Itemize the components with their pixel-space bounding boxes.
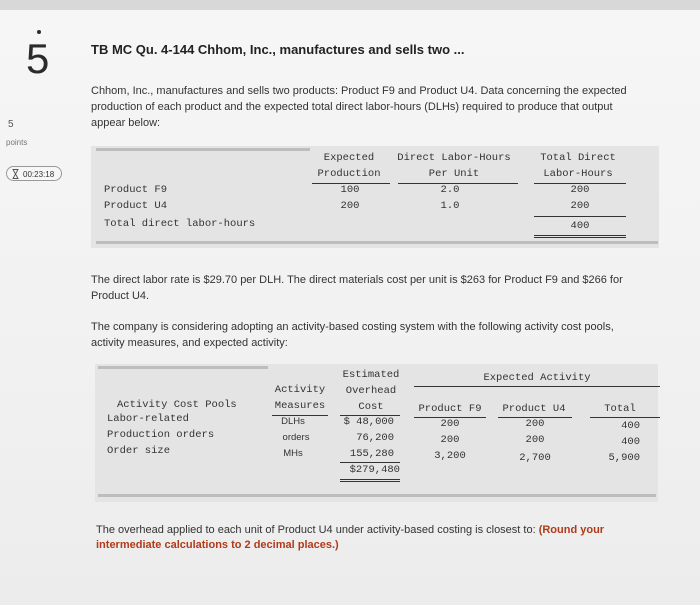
header-u4: Product U4 (502, 403, 566, 415)
u4-order-size: 2,700 (519, 452, 551, 464)
header-total-1: Total Direct (540, 152, 616, 164)
final-question-line-1 (96, 522, 604, 538)
intro-text-line-3: appear below: (91, 117, 161, 129)
row-u4-production: 200 (340, 200, 360, 212)
pool-labor-related: Labor-related (107, 413, 189, 425)
row-label-f9: Product F9 (104, 184, 168, 196)
row-f9-per-unit: 2.0 (440, 184, 460, 196)
row-f9-total: 200 (570, 184, 590, 196)
table-bottom-bar (96, 241, 658, 244)
points-value: 5 (8, 119, 14, 130)
header-cost-1: Estimated (342, 369, 400, 381)
final-question-text: The overhead applied to each unit of Product U4 under activity-based costing is closest to: (96, 524, 536, 536)
header-cost-2: Overhead (345, 385, 397, 397)
pool-production-orders: Production orders (107, 429, 215, 441)
total-double-rule-1 (534, 235, 626, 236)
header-f9: Product F9 (418, 403, 482, 415)
header-dlh-2: Per Unit (428, 168, 480, 180)
header-measures-2: Measures (274, 400, 326, 412)
row-u4-per-unit: 1.0 (440, 200, 460, 212)
subtotal-rule (534, 216, 626, 217)
timer-badge[interactable] (6, 166, 62, 181)
measure-dlhs: DLHs (281, 416, 305, 427)
final-round-hint: (Round your (538, 524, 605, 536)
table2-top-bar (98, 366, 268, 369)
pool-order-size: Order size (107, 445, 171, 457)
total-dlh-value: 400 (570, 220, 590, 232)
header-total-2: Labor-Hours (543, 168, 613, 180)
row-u4-total: 200 (570, 200, 590, 212)
u4-labor-related: 200 (525, 418, 545, 430)
rate-text-line-1: The direct labor rate is $29.70 per DLH. The direct materials cost per unit is $263 for Product F9 and $266 for (91, 274, 623, 286)
total-order-size: 5,900 (608, 452, 640, 464)
cost-total-double-rule-1 (340, 479, 400, 480)
f9-labor-related: 200 (440, 418, 460, 430)
table-top-bar (96, 148, 310, 151)
question-title: TB MC Qu. 4-144 Chhom, Inc., manufactures and sells two ... (91, 42, 465, 57)
timer-text: 00:23:18 (23, 170, 55, 179)
question-number-mark (37, 30, 41, 34)
header-cost-3: Cost (358, 401, 384, 413)
cost-order-size: 155,280 (349, 448, 394, 460)
header-rule-expected-activity (414, 386, 660, 387)
table2-bottom-bar (98, 494, 656, 497)
intro-text-line-2: production of each product and the expected total direct labor-hours (DLHs) required to produce that output (91, 101, 613, 113)
question-number: 5 (26, 35, 50, 82)
total-dlh-label: Total direct labor-hours (104, 218, 256, 230)
cost-production-orders: 76,200 (356, 432, 394, 444)
measure-orders: orders (282, 432, 310, 443)
row-f9-production: 100 (340, 184, 360, 196)
header-dlh-1: Direct Labor-Hours (397, 152, 511, 164)
cost-labor-related: $ 48,000 (343, 416, 394, 428)
header-rule-total (590, 417, 660, 418)
u4-production-orders: 200 (525, 434, 545, 446)
cost-total: $279,480 (349, 464, 400, 476)
cost-subtotal-rule (340, 462, 400, 463)
measure-mhs: MHs (283, 448, 303, 459)
browser-top-strip (0, 0, 700, 10)
row-label-u4: Product U4 (104, 200, 168, 212)
final-question-line-2: intermediate calculations to 2 decimal places.) (96, 539, 339, 551)
abc-text-line-2: activity measures, and expected activity: (91, 337, 288, 349)
hourglass-icon (12, 169, 19, 179)
cost-total-double-rule-2 (340, 481, 400, 482)
header-measures-1: Activity (274, 384, 326, 396)
f9-order-size: 3,200 (434, 450, 466, 462)
abc-text-line-1: The company is considering adopting an activity-based costing system with the following activity cost pools, (91, 321, 614, 333)
total-labor-related: 400 (621, 420, 640, 432)
points-label: points (6, 138, 28, 147)
rate-text-line-2: Product U4. (91, 290, 150, 302)
intro-text-line-1: Chhom, Inc., manufactures and sells two products: Product F9 and Product U4. Data concerning the expected (91, 85, 627, 97)
header-pools: Activity Cost Pools (117, 399, 237, 411)
header-total: Total (604, 403, 636, 415)
total-production-orders: 400 (621, 436, 640, 448)
total-double-rule-2 (534, 237, 626, 238)
header-expected-2: Production (317, 168, 381, 180)
header-expected-1: Expected (323, 152, 375, 164)
header-expected-activity: Expected Activity (483, 372, 591, 384)
f9-production-orders: 200 (440, 434, 460, 446)
